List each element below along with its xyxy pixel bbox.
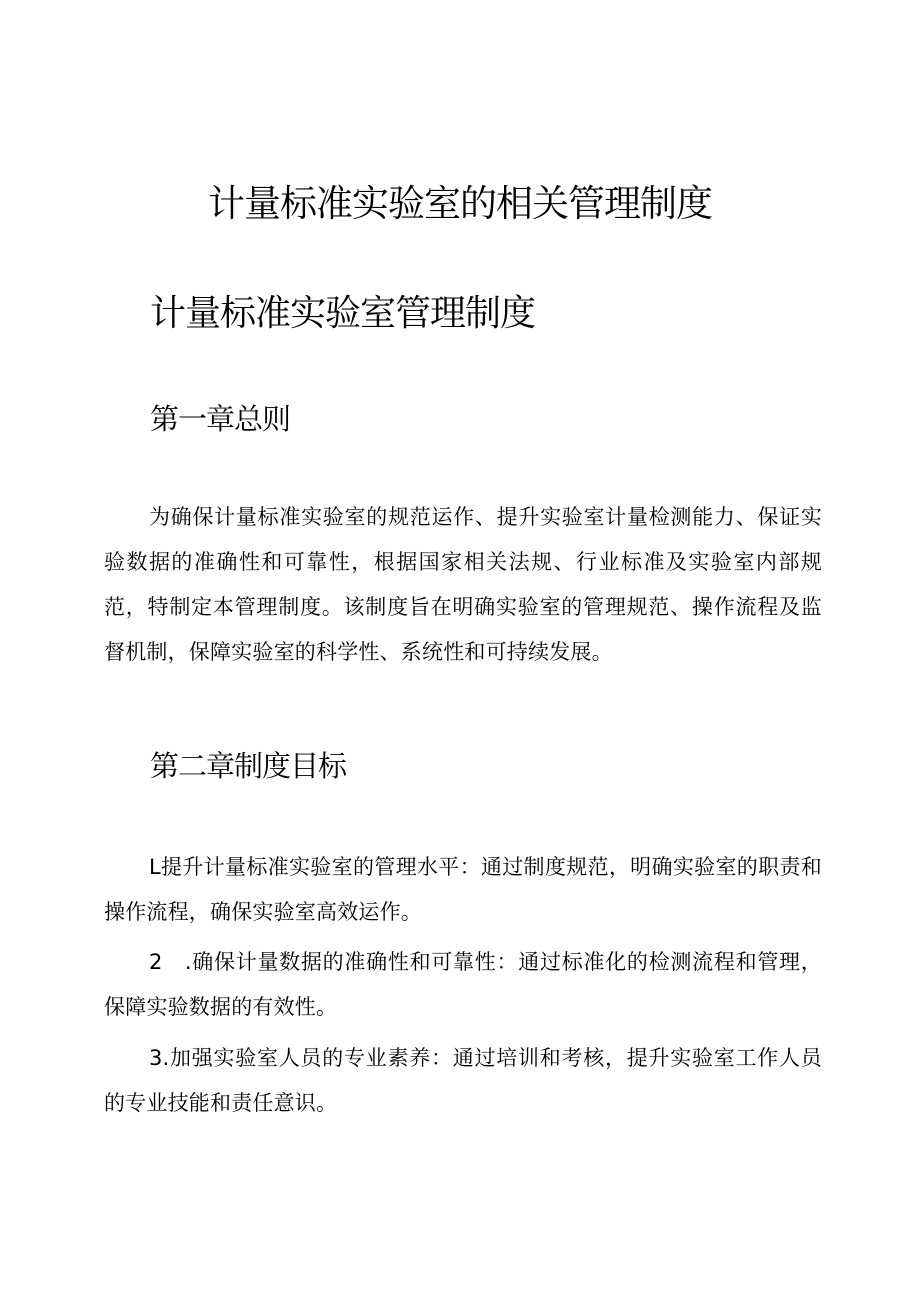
chapter-2-heading: 第二章制度目标	[150, 749, 347, 783]
chapter-2-item-3: 3.加强实验室人员的专业素养：通过培训和考核，提升实验室工作人员的专业技能和责任意识。	[104, 1046, 822, 1115]
chapter-1-paragraph: 为确保计量标准实验室的规范运作、提升实验室计量检测能力、保证实验数据的准确性和可靠性，根据国家相关法规、行业标准及实验室内部规范，特制定本管理制度。该制度旨在明确实验室的管理规范、操作流程及监督机制，保障实验室的科学性、系统性和可持续发展。	[104, 505, 822, 664]
chapter-1-heading: 第一章总则	[150, 402, 291, 436]
chapter-2-item-2: 2 .确保计量数据的准确性和可靠性：通过标准化的检测流程和管理，保障实验数据的有效性。	[104, 950, 822, 1019]
chapter-2-item-1: L提升计量标准实验室的管理水平：通过制度规范，明确实验室的职责和操作流程，确保实验室高效运作。	[104, 855, 822, 924]
document-title: 计量标准实验室的相关管理制度	[208, 182, 712, 225]
document-subtitle: 计量标准实验室管理制度	[150, 293, 536, 334]
